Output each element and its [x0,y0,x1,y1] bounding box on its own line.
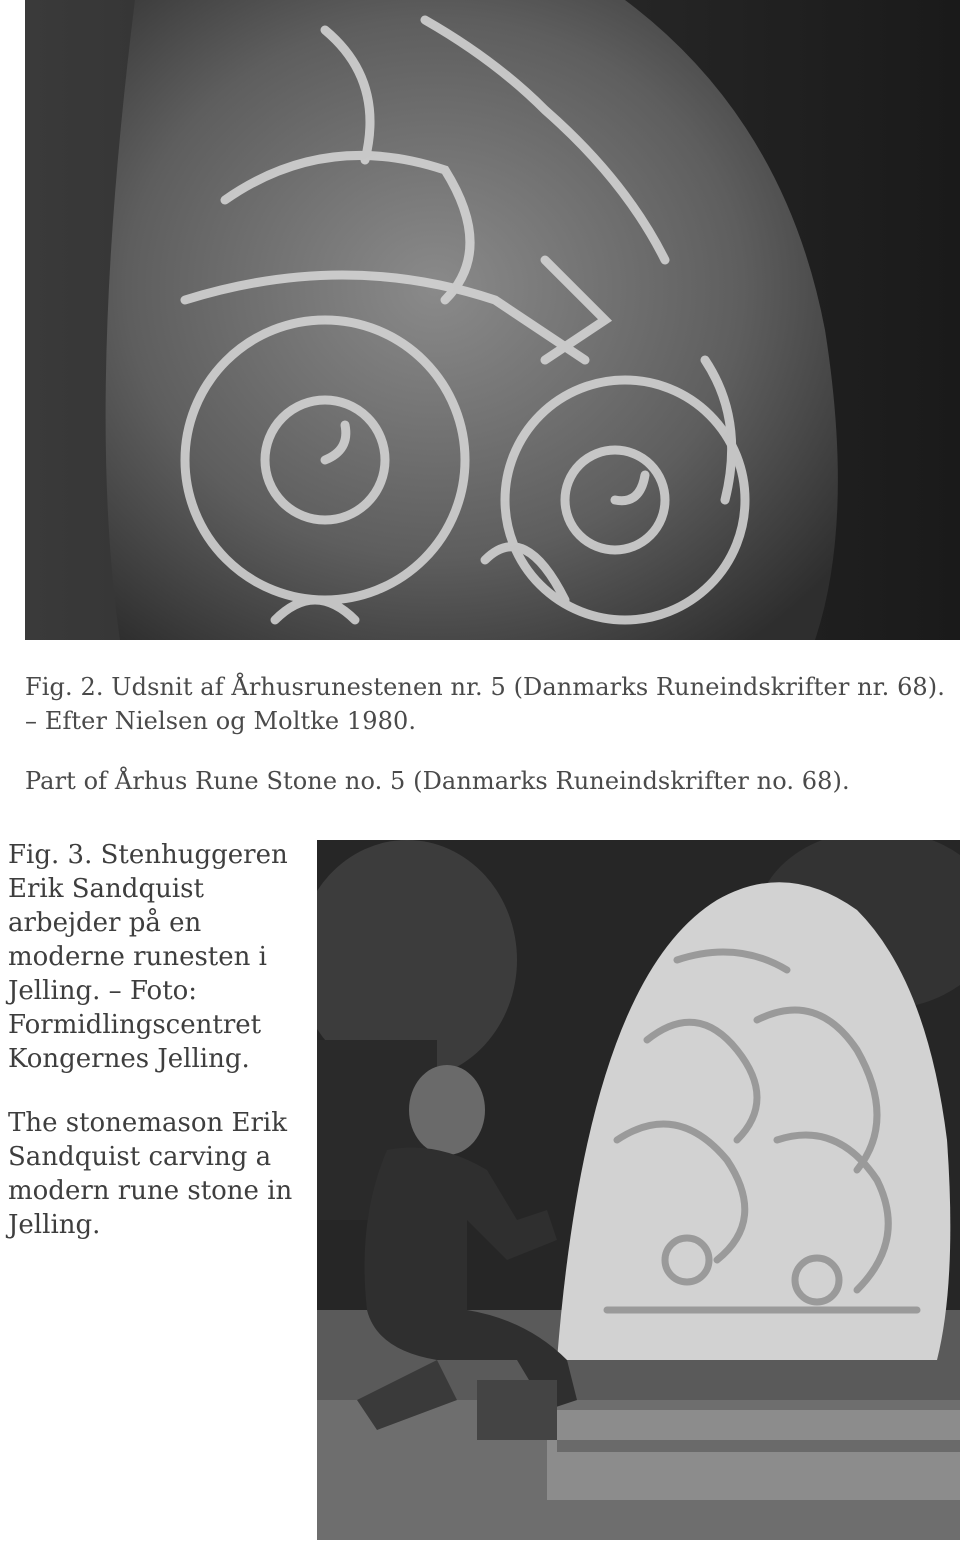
fig2-photo-drawing [25,0,960,640]
fig2-caption-danish: Fig. 2. Udsnit af Århusrunestenen nr. 5 (Danmarks Runeindskrifter nr. 68). – Efter Nielsen og Moltke 1980. [25,673,945,735]
fig3-photo-drawing [317,840,960,1540]
fig2-caption-english: Part of Århus Rune Stone no. 5 (Danmarks Runeindskrifter no. 68). [25,767,850,795]
fig3-caption-danish: Fig. 3. Stenhuggeren Erik Sandquist arbejder på en moderne runesten i Jelling. – Foto: Formidlingscentret Kongernes Jelling. [8,840,288,1074]
fig3-caption-english: The stonemason Erik Sandquist carving a modern rune stone in Jelling. [8,1108,293,1240]
fig3-stonemason-photo [317,840,960,1540]
fig3-caption-block [8,838,308,1242]
fig2-rune-stone-photo [25,0,960,640]
